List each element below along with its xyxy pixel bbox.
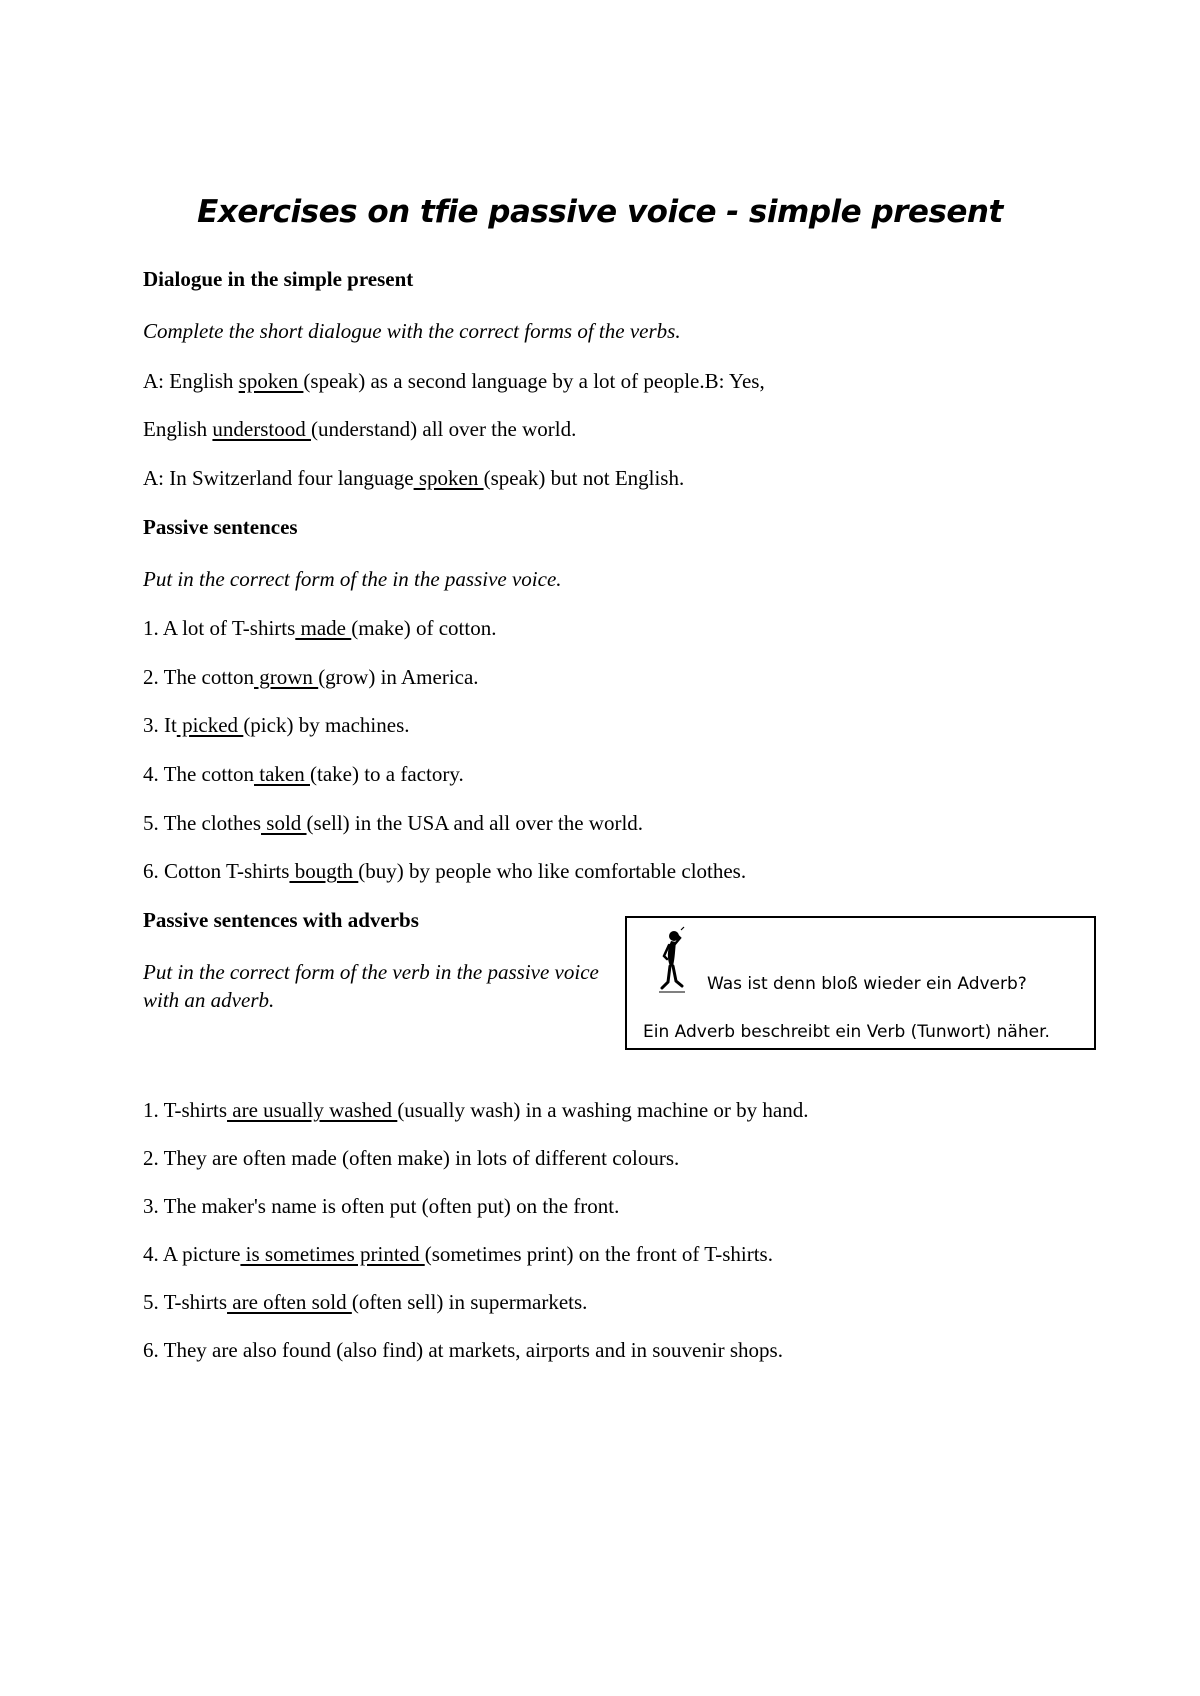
dialogue-line: English understood (understand) all over the world. xyxy=(143,417,577,441)
section-instruction-adverbs: Put in the correct form of the verb in the passive voice with an adverb. xyxy=(143,960,599,1012)
answer-text: grown xyxy=(254,665,319,689)
exercise-item: 6. Cotton T-shirts bougth (buy) by people who like comfortable clothes. xyxy=(143,859,747,883)
dialogue-line: A: In Switzerland four language spoken (speak) but not English. xyxy=(143,466,685,490)
answer-text: are often sold xyxy=(227,1290,352,1314)
exercise-item: 3. It picked (pick) by machines. xyxy=(143,713,410,737)
section-heading-adverbs: Passive sentences with adverbs xyxy=(143,908,419,932)
answer-text: sold xyxy=(261,811,307,835)
exercise-item: 4. A picture is sometimes printed (sometimes print) on the front of T-shirts. xyxy=(143,1242,773,1266)
section-heading-dialogue: Dialogue in the simple present xyxy=(143,267,414,291)
answer-text: are usually washed xyxy=(227,1098,398,1122)
exercise-item: 5. The clothes sold (sell) in the USA and all over the world. xyxy=(143,811,644,835)
section-heading-passive: Passive sentences xyxy=(143,515,298,539)
exercise-item: 2. They are often made (often make) in lots of different colours. xyxy=(143,1146,680,1170)
answer-text: understood xyxy=(212,417,311,441)
answer-text: taken xyxy=(254,762,310,786)
answer-text: bougth xyxy=(289,859,359,883)
note-answer: Ein Adverb beschreibt ein Verb (Tunwort) näher. xyxy=(643,1022,1050,1042)
exercise-item: 1. T-shirts are usually washed (usually wash) in a washing machine or by hand. xyxy=(143,1098,809,1122)
answer-text: is sometimes printed xyxy=(240,1242,425,1266)
exercise-item: 5. T-shirts are often sold (often sell) in supermarkets. xyxy=(143,1290,588,1314)
dialogue-line: A: English spoken (speak) as a second language by a lot of people.B: Yes, xyxy=(143,369,765,393)
answer-text: spoken xyxy=(238,369,304,393)
thinking-figure-icon xyxy=(657,926,687,998)
exercise-item: 3. The maker's name is often put (often put) on the front. xyxy=(143,1194,620,1218)
answer-text: picked xyxy=(176,713,244,737)
answer-text: made xyxy=(295,616,352,640)
answer-text: spoken xyxy=(413,466,484,490)
exercise-item: 4. The cotton taken (take) to a factory. xyxy=(143,762,464,786)
page-title: Exercises on tfie passive voice - simple present xyxy=(197,194,1003,230)
note-question: Was ist denn bloß wieder ein Adverb? xyxy=(707,974,1027,994)
section-instruction-passive: Put in the correct form of the in the passive voice. xyxy=(143,567,562,591)
section-instruction-dialogue: Complete the short dialogue with the correct forms of the verbs. xyxy=(143,319,681,343)
adverb-note-box xyxy=(625,916,1096,1050)
exercise-item: 2. The cotton grown (grow) in America. xyxy=(143,665,479,689)
exercise-item: 1. A lot of T-shirts made (make) of cotton. xyxy=(143,616,497,640)
exercise-item: 6. They are also found (also find) at markets, airports and in souvenir shops. xyxy=(143,1338,783,1362)
